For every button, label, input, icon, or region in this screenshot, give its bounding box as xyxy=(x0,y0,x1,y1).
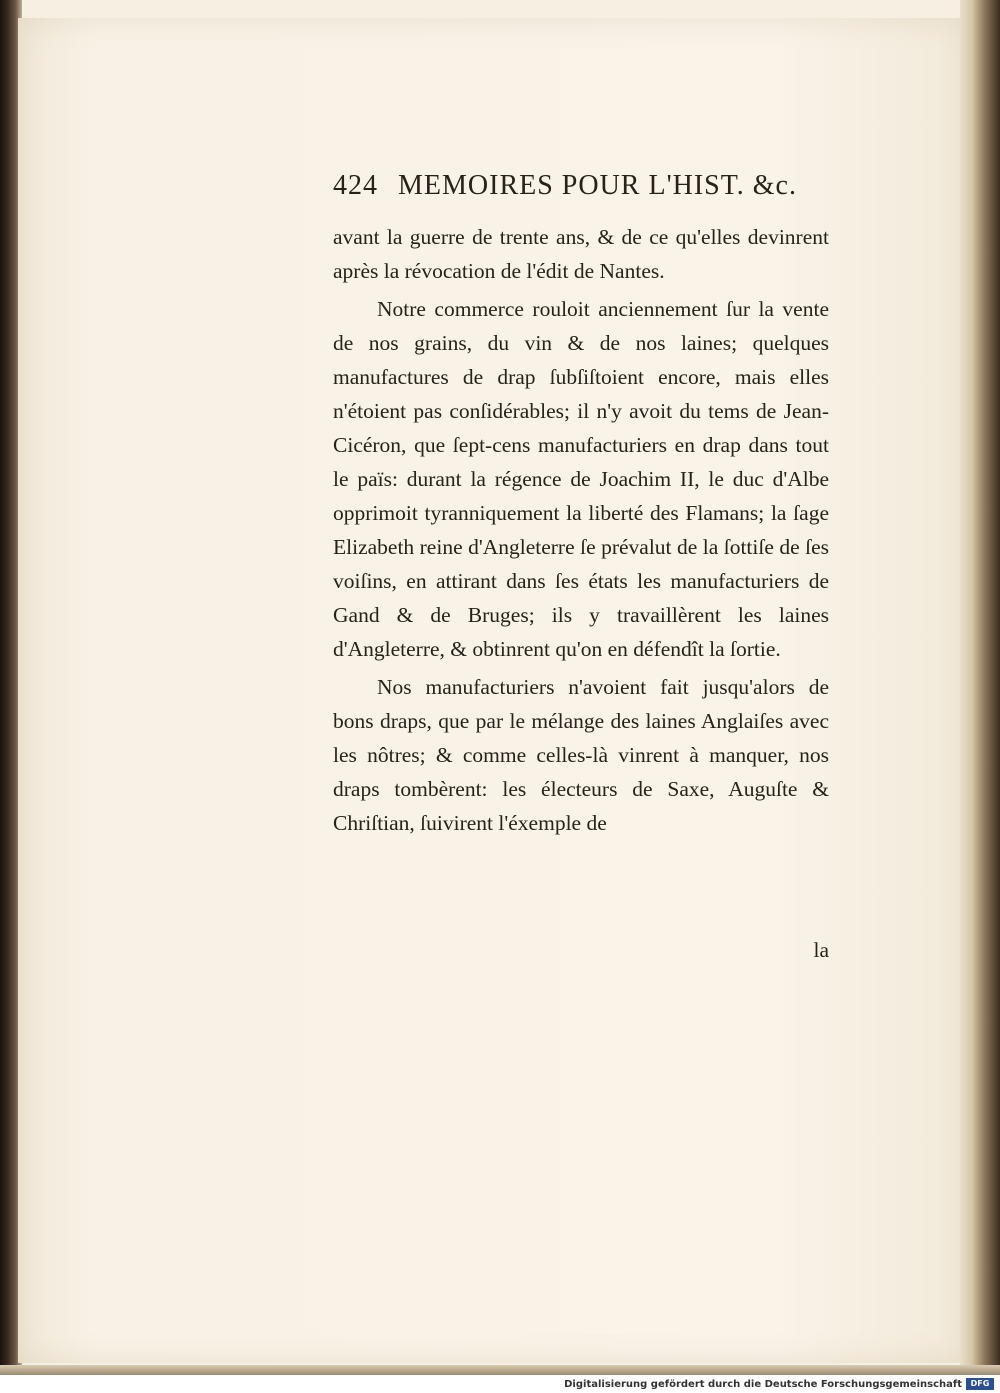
paragraph: Nos manufacturiers n'avoient fait jusqu'alors de bons draps, que par le mélange des laines Anglaiſes avec les nôtres; & comme celles-là vinrent à manquer, nos draps tombèrent: les électeurs de Saxe, Auguſte & Chriſtian, ſuivirent l'éxemple de xyxy=(333,675,829,835)
paragraph-continued: avant la guerre de trente ans, & de ce qu'elles devinrent après la révocation de l'édit de Nantes. xyxy=(333,225,829,283)
page-body xyxy=(333,220,829,840)
page-number: 424 xyxy=(333,170,378,201)
dfg-logo: DFG xyxy=(966,1378,994,1390)
paragraph: Notre commerce rouloit anciennement ſur la vente de nos grains, du vin & de nos laines; quelques manufactures de drap ſubſiſtoient encore, mais elles n'étoient pas conſidérables; il n'y avoit du tems de Jean-Cicéron, que ſept-cens manufacturiers en drap dans tout le païs: durant la régence de Joachim II, le duc d'Albe opprimoit tyranniquement la liberté des Flamans; la ſage Elizabeth reine d'Angleterre ſe prévalut de la ſottiſe de ſes voiſins, en attirant dans ſes états les manufacturiers de Gand & de Bruges; ils y travaillèrent les laines d'Angleterre, & obtinrent qu'on en défendît la ſortie. xyxy=(333,297,829,661)
running-header xyxy=(333,170,833,202)
next-page-edge xyxy=(960,0,1000,1375)
funding-credit: Digitalisierung gefördert durch die Deutsche Forschungsgemeinschaft xyxy=(564,1379,962,1390)
catchword: la xyxy=(813,938,829,962)
book-bottom-edge xyxy=(0,1365,1000,1375)
running-title: MEMOIRES POUR L'HIST. &c. xyxy=(398,170,797,201)
